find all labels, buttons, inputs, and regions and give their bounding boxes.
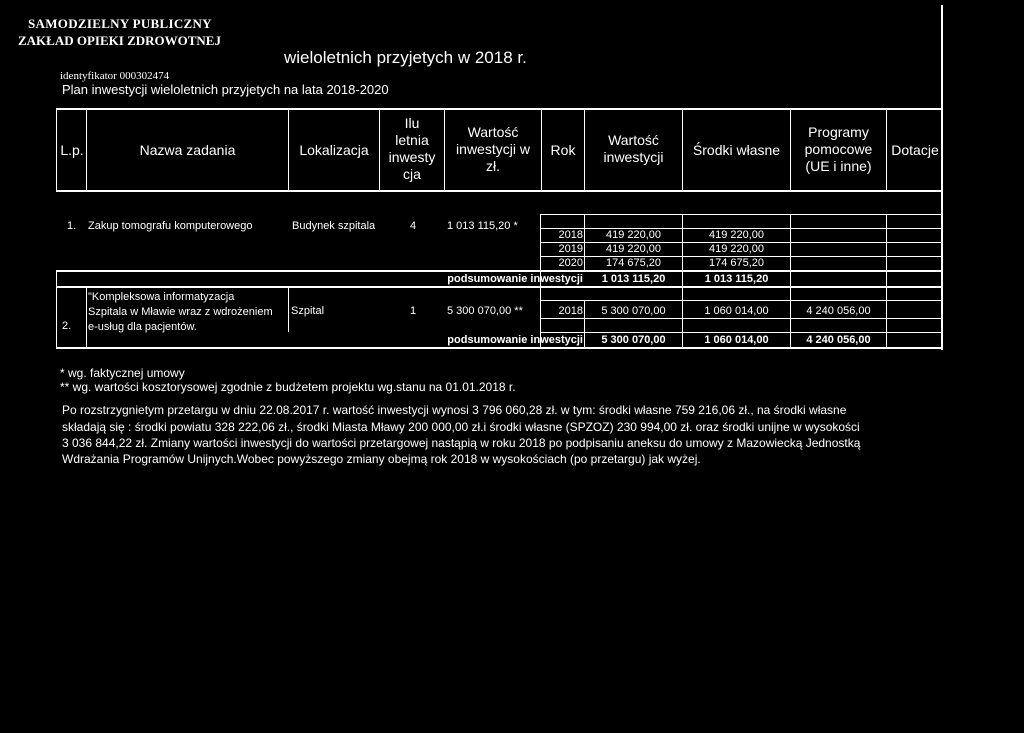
header-nazwa: Nazwa zadania [139, 142, 236, 158]
header-wartosc: Wartość inwestycji [603, 132, 664, 165]
plan-line: Plan inwestycji wieloletnich przyjetych na lata 2018-2020 [62, 82, 389, 97]
header-lokalizacja: Lokalizacja [299, 142, 369, 158]
header-srodki: Środki własne [692, 142, 781, 158]
row2-year1-rok: 2018 [558, 305, 583, 317]
row1-ilu: 4 [410, 220, 417, 232]
row2-lp: 2. [62, 320, 72, 332]
header-lp: L.p. [60, 142, 84, 158]
row1-year3-wartosc: 174 675,20 [605, 257, 662, 269]
row2-wartosc-zl: 5 300 070,00 ** [447, 305, 523, 317]
row1-summary-srodki: 1 013 115,20 [704, 273, 769, 285]
row2-summary-programy: 4 240 056,00 [806, 334, 871, 346]
row2-year1-srodki: 1 060 014,00 [704, 305, 769, 317]
row2-year1-wartosc: 5 300 070,00 [601, 305, 666, 317]
row1-wartosc-zl: 1 013 115,20 * [447, 220, 518, 232]
row1-year1-srodki: 419 220,00 [708, 229, 765, 241]
row1-lp: 1. [67, 220, 77, 232]
row1-year3-rok: 2020 [558, 257, 583, 269]
paragraph-line-4: Wdrażania Programów Unijnych.Wobec powyższego zmiany obejmą rok 2018 w wysokościach (po przetargu) jak wyżej. [62, 452, 701, 466]
row2-summary-label: podsumowanie inwestycji [447, 334, 583, 346]
paragraph-line-3: 3 036 844,22 zł. Zmiany wartości inwestycji do wartości przetargowej nastąpią w roku 2018 po podpisaniu aneksu do umowy z Mazowiecką Jednostką [62, 436, 861, 450]
row1-year1-wartosc: 419 220,00 [605, 229, 662, 241]
row2-summary-wartosc: 5 300 070,00 [601, 334, 666, 346]
identifier-line: identyfikator 000302474 [60, 70, 170, 82]
header-rok: Rok [550, 142, 576, 158]
header-dotacje: Dotacje [891, 142, 939, 158]
footnote-2: ** wg. wartości kosztorysowej zgodnie z budżetem projektu wg.stanu na 01.01.2018 r. [60, 380, 516, 394]
row1-year3-srodki: 174 675,20 [708, 257, 765, 269]
row1-summary-wartosc: 1 013 115,20 [601, 273, 666, 285]
org-line-1: SAMODZIELNY PUBLICZNY [28, 16, 212, 31]
row2-year1-programy: 4 240 056,00 [806, 305, 871, 317]
frame-line-right [941, 5, 943, 350]
row1-year2-rok: 2019 [558, 243, 583, 255]
row1-summary-label: podsumowanie inwestycji [447, 273, 583, 285]
paragraph-line-1: Po rozstrzygnietym przetargu w dniu 22.08.2017 r. wartość inwestycji wynosi 3 796 060,28 zł. w tym: środki własne 759 216,06 zł., na środki własne [62, 403, 847, 417]
row2-summary-srodki: 1 060 014,00 [704, 334, 769, 346]
row2-lokalizacja: Szpital [291, 305, 325, 317]
row1-year2-srodki: 419 220,00 [708, 243, 765, 255]
row1-year2-wartosc: 419 220,00 [605, 243, 662, 255]
org-line-2: ZAKŁAD OPIEKI ZDROWOTNEJ [18, 33, 221, 48]
row1-year1-rok: 2018 [558, 229, 583, 241]
document-title: wieloletnich przyjetych w 2018 r. [284, 48, 527, 67]
paragraph-line-2: składają się : środki powiatu 328 222,06 zł., środki Miasta Mławy 200 000,00 zł.i środki własne (SPZOZ) 230 994,00 zł. oraz środki unijne w wysokości [62, 420, 860, 434]
header-programy: Programy pomocowe (UE i inne) [804, 124, 873, 174]
header-wartosc-zl: Wartość inwestycji w zł. [456, 124, 530, 174]
footnote-1: * wg. faktycznej umowy [60, 366, 185, 380]
header-ilu: Ilu letnia inwesty cja [388, 115, 436, 182]
row1-nazwa: Zakup tomografu komputerowego [88, 220, 253, 232]
row2-ilu: 1 [410, 305, 417, 317]
row1-lokalizacja: Budynek szpitala [292, 220, 376, 232]
row2-nazwa: "Kompleksowa informatyzacja Szpitala w Mławie wraz z wdrożeniem e-usług dla pacjentów. [88, 291, 273, 333]
